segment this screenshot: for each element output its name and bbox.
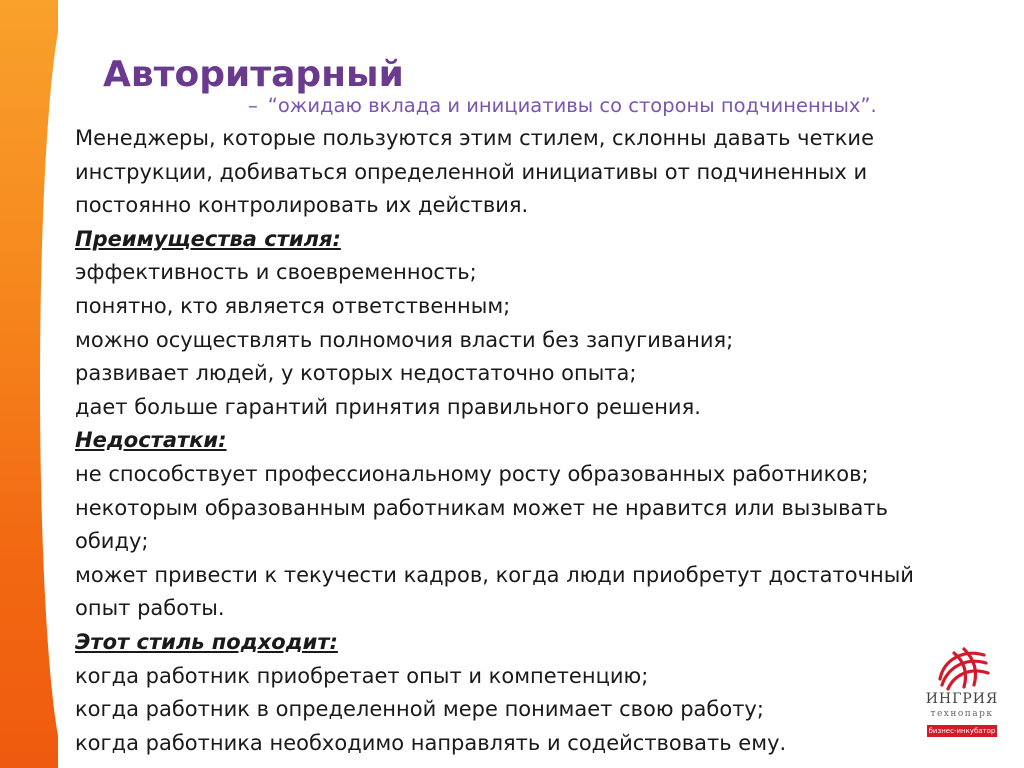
ingria-logo-mark-icon — [934, 645, 990, 691]
disadvantage-item: опыт работы. — [75, 596, 225, 621]
slide-title: Авторитарный — [103, 54, 404, 95]
suitable-heading: Этот стиль подходит: — [75, 629, 338, 654]
intro-line: постоянно контролировать их действия. — [75, 193, 529, 218]
quote-text: “ожидаю вклада и инициативы со стороны подчиненных”. — [267, 94, 877, 117]
advantage-item: понятно, кто является ответственным; — [75, 293, 511, 318]
suitable-item: когда работника необходимо направлять и содействовать ему. — [75, 730, 787, 755]
quote-dash: – — [248, 94, 258, 117]
disadvantage-item: обиду; — [75, 529, 149, 554]
advantage-item: эффективность и своевременность; — [75, 260, 477, 285]
logo-subtitle: технопарк — [930, 709, 994, 719]
advantage-item: развивает людей, у которых недостаточно опыта; — [75, 361, 637, 386]
logo-tag: бизнес-инкубатор — [928, 727, 996, 735]
slide-body — [75, 122, 975, 760]
intro-line: Менеджеры, которые пользуются этим стилем, склонны давать четкие — [75, 126, 874, 150]
disadvantages-heading: Недостатки: — [75, 428, 227, 453]
ingria-logo — [918, 645, 1006, 745]
advantage-item: дает больше гарантий принятия правильного решения. — [75, 394, 701, 419]
quote-line — [248, 92, 877, 120]
advantage-item: можно осуществлять полномочия власти без запугивания; — [75, 327, 734, 352]
disadvantage-item: не способствует профессиональному росту образованных работников; — [75, 461, 869, 486]
logo-name: ИНГРИЯ — [925, 691, 999, 707]
intro-line: инструкции, добиваться определенной инициативы от подчиненных и — [75, 159, 868, 184]
disadvantage-item: может привести к текучести кадров, когда люди приобретут достаточный — [75, 562, 914, 587]
disadvantage-item: некоторым образованным работникам может не нравится или вызывать — [75, 495, 888, 520]
suitable-item: когда работник приобретает опыт и компетенцию; — [75, 663, 649, 688]
suitable-item: когда работник в определенной мере понимает свою работу; — [75, 697, 764, 722]
advantages-heading: Преимущества стиля: — [75, 226, 341, 251]
